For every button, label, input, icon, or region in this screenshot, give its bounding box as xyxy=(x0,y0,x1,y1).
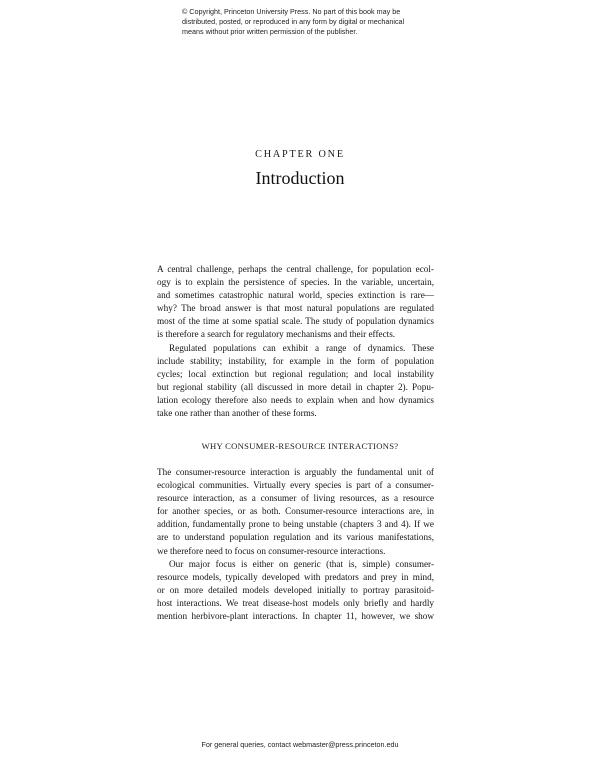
text-line: we therefore need to focus on consumer-resource interactions. xyxy=(157,545,386,556)
text-line: addition, fundamentally prone to being unstable (chapters 3 and 4). If we xyxy=(157,519,434,530)
text-line: or on more detailed models developed initially to portray parasitoid- xyxy=(157,584,434,595)
section-paragraph-2 xyxy=(157,558,434,623)
text-line: ecological communities. Virtually every species is part of a consumer- xyxy=(157,480,434,491)
copyright-line: © Copyright, Princeton University Press. No part of this book may be xyxy=(182,7,401,16)
copyright-line: distributed, posted, or reproduced in any form by digital or mechanical xyxy=(182,17,405,26)
text-line: A central challenge, perhaps the central challenge, for population ecol- xyxy=(157,264,434,274)
chapter-label: CHAPTER ONE xyxy=(255,149,345,160)
text-line: for another species, or as both. Consumer-resource interactions are, in xyxy=(157,506,434,517)
chapter-title: Introduction xyxy=(255,168,345,188)
text-line: ogy is to explain the persistence of species. In the variable, uncertain, xyxy=(157,277,434,288)
text-line: include stability; instability, for example in the form of population xyxy=(157,355,434,366)
text-line: and sometimes catastrophic natural world, species extinction is rare— xyxy=(157,290,434,301)
text-line: take one rather than another of these forms. xyxy=(157,408,317,419)
copyright-line: means without prior written permission of the publisher. xyxy=(182,27,358,36)
text-line: most of the time at some spatial scale. The study of population dynamics xyxy=(157,316,434,327)
section-paragraph-1 xyxy=(157,466,434,558)
text-line: is therefore a search for regulatory mechanisms and their effects. xyxy=(157,329,396,340)
intro-paragraph-1 xyxy=(157,263,434,342)
text-line: Our major focus is either on generic (that is, simple) consumer- xyxy=(169,558,434,569)
text-line: why? The broad answer is that most natural populations are regulated xyxy=(157,303,434,314)
section-heading: WHY CONSUMER-RESOURCE INTERACTIONS? xyxy=(201,441,399,451)
text-line: resource interaction, as a consumer of living resources, as a resource xyxy=(157,493,434,504)
text-line: lation ecology therefore also needs to explain when and how dynamics xyxy=(157,394,434,405)
copyright-notice xyxy=(182,7,452,37)
text-line: but regional stability (all discussed in more detail in chapter 2). Popu- xyxy=(157,381,434,392)
text-line: mention herbivore-plant interactions. In chapter 11, however, we show xyxy=(157,611,434,622)
text-line: are to understand population regulation and its various manifestations, xyxy=(157,532,434,543)
text-line: Regulated populations can exhibit a range of dynamics. These xyxy=(169,342,434,353)
footer-contact: For general queries, contact webmaster@press.princeton.edu xyxy=(201,740,399,749)
text-line: cycles; local extinction but regional regulation; and local instability xyxy=(157,368,434,379)
consumer-resource-section xyxy=(157,466,434,623)
text-line: The consumer-resource interaction is arguably the fundamental unit of xyxy=(157,467,434,477)
text-line: host interactions. We treat disease-host models only briefly and hardly xyxy=(157,597,434,608)
intro-section xyxy=(157,263,434,420)
text-line: resource models, typically developed with predators and prey in mind, xyxy=(157,571,434,582)
intro-paragraph-2 xyxy=(157,342,434,421)
